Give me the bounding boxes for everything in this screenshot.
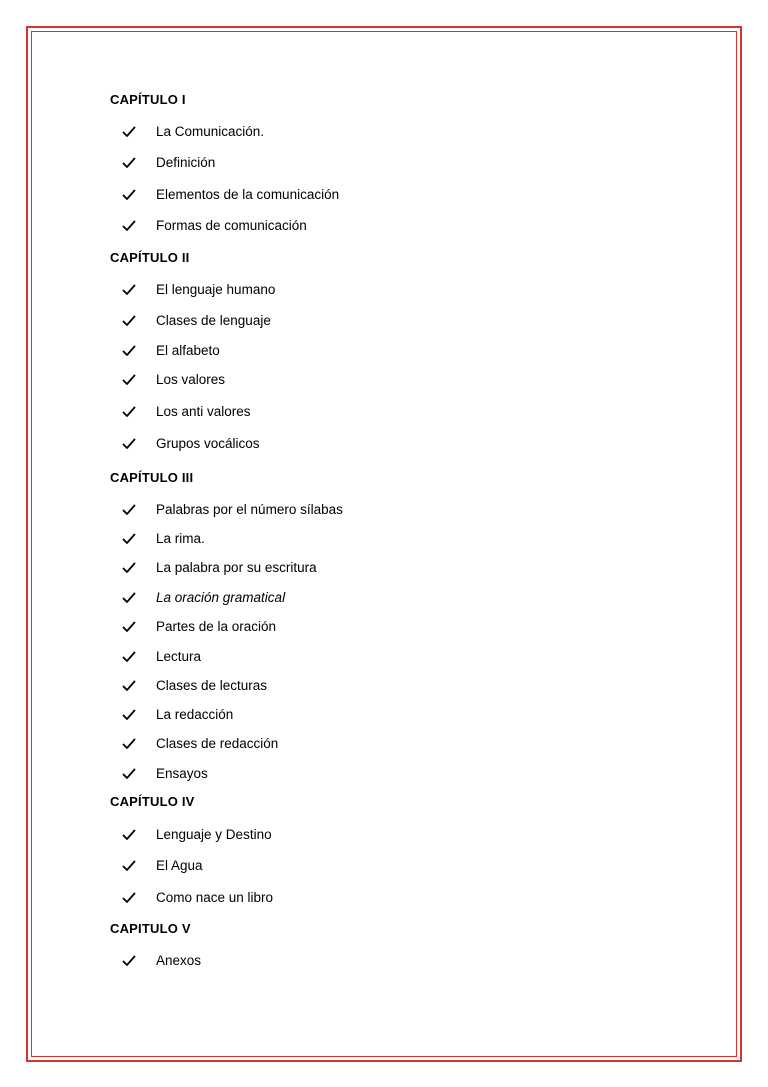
list-item-label: La redacción [156, 707, 234, 722]
chapter-heading: CAPÍTULO IV [110, 794, 195, 809]
checkmark-icon [122, 737, 136, 751]
checkmark-icon [122, 373, 136, 387]
list-item [122, 735, 278, 753]
list-item-label: Lectura [156, 649, 202, 664]
list-item-label: Partes de la oración [156, 619, 277, 634]
list-item [122, 706, 233, 724]
list-item [122, 501, 343, 519]
list-item-label: Formas de comunicación [156, 218, 307, 233]
list-item [122, 589, 285, 607]
list-item-label: Lenguaje y Destino [156, 827, 272, 842]
list-item-label: Palabras por el número sílabas [156, 502, 343, 517]
checkmark-icon [122, 828, 136, 842]
list-item [122, 217, 307, 235]
list-item [122, 826, 272, 844]
list-item [122, 281, 275, 299]
chapter-heading: CAPÍTULO III [110, 470, 194, 485]
list-item [122, 618, 276, 636]
list-item [122, 403, 251, 421]
list-item [122, 530, 205, 548]
list-item-label: El Agua [156, 858, 203, 873]
checkmark-icon [122, 561, 136, 575]
list-item-label: Clases de lecturas [156, 678, 268, 693]
list-item [122, 648, 201, 666]
list-item-label: La palabra por su escritura [156, 560, 317, 575]
chapter-heading: CAPITULO V [110, 921, 191, 936]
checkmark-icon [122, 708, 136, 722]
list-item-label: El alfabeto [156, 343, 220, 358]
list-item [122, 186, 339, 204]
checkmark-icon [122, 283, 136, 297]
checkmark-icon [122, 503, 136, 517]
checkmark-icon [122, 591, 136, 605]
list-item [122, 952, 201, 970]
list-item-label: Definición [156, 155, 216, 170]
checkmark-icon [122, 767, 136, 781]
checkmark-icon [122, 219, 136, 233]
list-item-label: La Comunicación. [156, 124, 265, 139]
list-item [122, 677, 267, 695]
checkmark-icon [122, 954, 136, 968]
checkmark-icon [122, 532, 136, 546]
checkmark-icon [122, 437, 136, 451]
checkmark-icon [122, 859, 136, 873]
list-item-label: Elementos de la comunicación [156, 187, 340, 202]
list-item [122, 559, 317, 577]
checkmark-icon [122, 156, 136, 170]
checkmark-icon [122, 679, 136, 693]
list-item [122, 889, 273, 907]
list-item-label: La oración gramatical [156, 590, 286, 605]
checkmark-icon [122, 188, 136, 202]
list-item-label: Clases de lenguaje [156, 313, 271, 328]
checkmark-icon [122, 125, 136, 139]
checkmark-icon [122, 344, 136, 358]
list-item-label: El lenguaje humano [156, 282, 276, 297]
checkmark-icon [122, 620, 136, 634]
list-item [122, 371, 225, 389]
list-item-label: Como nace un libro [156, 890, 274, 905]
checkmark-icon [122, 650, 136, 664]
list-item-label: La rima. [156, 531, 205, 546]
checkmark-icon [122, 891, 136, 905]
chapter-heading: CAPÍTULO I [110, 92, 186, 107]
list-item-label: Grupos vocálicos [156, 436, 260, 451]
list-item [122, 312, 271, 330]
list-item [122, 857, 203, 875]
checkmark-icon [122, 314, 136, 328]
list-item [122, 154, 215, 172]
list-item-label: Los valores [156, 372, 226, 387]
list-item [122, 765, 208, 783]
list-item-label: Anexos [156, 953, 202, 968]
list-item [122, 435, 260, 453]
list-item-label: Los anti valores [156, 404, 251, 419]
list-item-label: Clases de redacción [156, 736, 279, 751]
list-item-label: Ensayos [156, 766, 208, 781]
checkmark-icon [122, 405, 136, 419]
list-item [122, 342, 220, 360]
list-item [122, 123, 264, 141]
chapter-heading: CAPÍTULO II [110, 250, 190, 265]
